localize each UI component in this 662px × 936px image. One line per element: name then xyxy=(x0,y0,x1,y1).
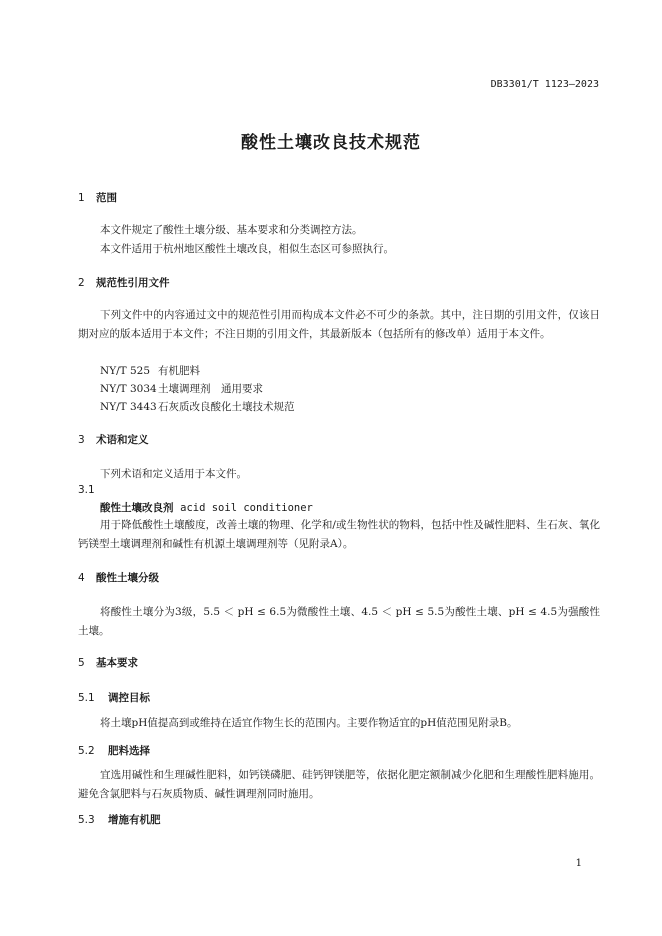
subsection-title: 调控目标 xyxy=(108,692,150,704)
section-title: 基本要求 xyxy=(96,657,138,669)
paragraph: 宜选用碱性和生理碱性肥料，如钙镁磷肥、硅钙钾镁肥等，依据化肥定额制减少化肥和生理酸性肥料施用。避免含氯肥料与石灰质物质、碱性调理剂同时施用。 xyxy=(78,769,600,800)
term-definition: 用于降低酸性土壤酸度，改善土壤的物理、化学和/或生物性状的物料，包括中性及碱性肥料、生石灰、氧化钙镁型土壤调理剂和碱性有机源土壤调理剂等（见附录A）。 xyxy=(78,519,600,550)
subsection-number: 5.1 xyxy=(78,692,95,704)
subsection-number: 5.2 xyxy=(78,745,95,757)
section-4-heading xyxy=(78,570,159,585)
reference-code: NY/T 525 xyxy=(100,365,151,377)
section-number: 5 xyxy=(78,657,85,669)
term-number: 3.1 xyxy=(78,484,95,496)
section-1-heading xyxy=(78,190,117,205)
section-title: 术语和定义 xyxy=(96,434,149,446)
section-number: 1 xyxy=(78,192,85,204)
subsection-5-1-heading xyxy=(78,690,150,705)
term-name-cn: 酸性土壤改良剂 xyxy=(100,502,174,514)
reference-title: 有机肥料 xyxy=(158,365,200,377)
section-2-heading xyxy=(78,275,170,290)
subsection-number: 5.3 xyxy=(78,814,95,826)
page-number: 1 xyxy=(575,858,582,869)
section-title: 范围 xyxy=(96,192,117,204)
reference-item xyxy=(100,363,200,378)
subsection-title: 肥料选择 xyxy=(108,745,150,757)
document-number: DB3301/T 1123—2023 xyxy=(490,79,599,90)
paragraph: 将土壤pH值提高到或维持在适宜作物生长的范围内。主要作物适宜的pH值范围见附录B。 xyxy=(100,717,518,729)
section-number: 2 xyxy=(78,277,85,289)
term-name-en: acid soil conditioner xyxy=(180,502,313,514)
reference-item xyxy=(100,399,295,414)
reference-item xyxy=(100,381,263,396)
paragraph: 本文件适用于杭州地区酸性土壤改良，相似生态区可参照执行。 xyxy=(100,243,394,255)
page-title: 酸性土壤改良技术规范 xyxy=(241,133,421,153)
subsection-5-2-heading xyxy=(78,743,150,758)
reference-title: 石灰质改良酸化土壤技术规范 xyxy=(158,401,295,413)
reference-title: 土壤调理剂 通用要求 xyxy=(158,383,263,395)
subsection-5-3-heading xyxy=(78,812,161,827)
reference-code: NY/T 3443 xyxy=(100,401,157,413)
paragraph: 下列术语和定义适用于本文件。 xyxy=(100,468,247,480)
section-3-heading xyxy=(78,432,149,447)
section-number: 3 xyxy=(78,434,85,446)
paragraph: 将酸性土壤分为3级，5.5 ＜ pH ≤ 6.5为微酸性土壤、4.5 ＜ pH ≤ 5.5为酸性土壤、pH ≤ 4.5为强酸性土壤。 xyxy=(78,606,600,637)
paragraph: 下列文件中的内容通过文中的规范性引用而构成本文件必不可少的条款。其中，注日期的引用文件，仅该日期对应的版本适用于本文件；不注日期的引用文件，其最新版本（包括所有的修改单）适用于本文件。 xyxy=(78,309,600,340)
section-title: 酸性土壤分级 xyxy=(96,572,159,584)
reference-code: NY/T 3034 xyxy=(100,383,157,395)
term-name xyxy=(100,500,313,515)
subsection-title: 增施有机肥 xyxy=(108,814,161,826)
section-5-heading xyxy=(78,655,138,670)
paragraph: 本文件规定了酸性土壤分级、基本要求和分类调控方法。 xyxy=(100,224,363,236)
section-title: 规范性引用文件 xyxy=(96,277,170,289)
section-number: 4 xyxy=(78,572,85,584)
